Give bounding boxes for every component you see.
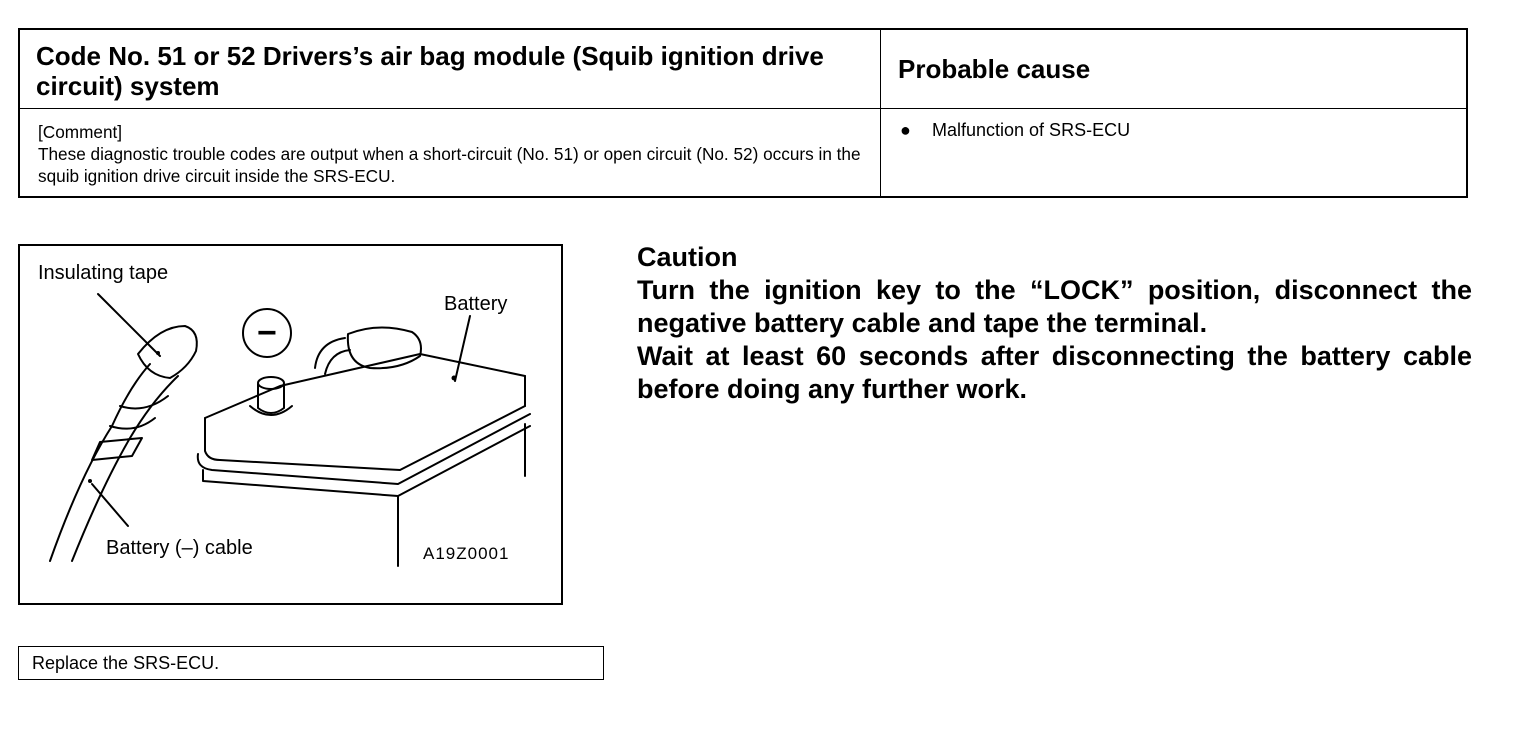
bullet-icon: ●: [900, 120, 911, 140]
leader-cable: [92, 484, 128, 526]
caution-line-1: Turn the ignition key to the “LOCK” position, disconnect the negative battery cable and tape the terminal.: [637, 275, 1472, 338]
probable-cause-header: Probable cause: [898, 54, 1091, 84]
comment-label: [Comment]: [38, 122, 123, 142]
table-row-divider: [20, 108, 1466, 109]
code-title: Code No. 51 or 52 Drivers’s air bag module (Squib ignition drive circuit) system: [36, 41, 824, 101]
cable-outer: [50, 364, 150, 561]
label-battery: Battery: [444, 293, 508, 315]
battery-rim: [198, 414, 530, 484]
label-battery-cable: Battery (–) cable: [106, 537, 253, 559]
tape-leader-dot: [156, 351, 160, 355]
negative-sign-icon: −: [257, 314, 277, 352]
label-insulating-tape: Insulating tape: [38, 262, 169, 284]
tape-wrap-2: [110, 418, 155, 429]
probable-cause-list: [900, 119, 1130, 141]
caution-section: [637, 241, 1472, 406]
cable-leader-dot: [88, 479, 92, 483]
leader-insulating-tape: [98, 294, 160, 356]
battery-lid-outline: [205, 406, 525, 470]
caution-heading: Caution: [637, 242, 738, 272]
table-column-divider: [880, 30, 881, 196]
caution-line-2: Wait at least 60 seconds after disconnecting the battery cable before doing any further work.: [637, 341, 1472, 404]
figure-id: A19Z0001: [423, 544, 510, 563]
remedy-box: Replace the SRS-ECU.: [18, 646, 604, 680]
cause-text: Malfunction of SRS-ECU: [932, 120, 1131, 140]
diagnostic-code-table: [18, 28, 1468, 198]
tape-tip: [138, 326, 197, 378]
cause-item: [900, 119, 1130, 141]
leader-battery: [455, 316, 470, 381]
battery-leader-dot: [452, 376, 457, 381]
battery-illustration: [18, 244, 563, 605]
comment-cell: [38, 121, 868, 187]
comment-text: These diagnostic trouble codes are output when a short-circuit (No. 51) or open circuit (No. 52) occurs in the squib ignition drive circuit inside the SRS-ECU.: [38, 144, 861, 186]
battery-terminal-top: [258, 377, 284, 389]
